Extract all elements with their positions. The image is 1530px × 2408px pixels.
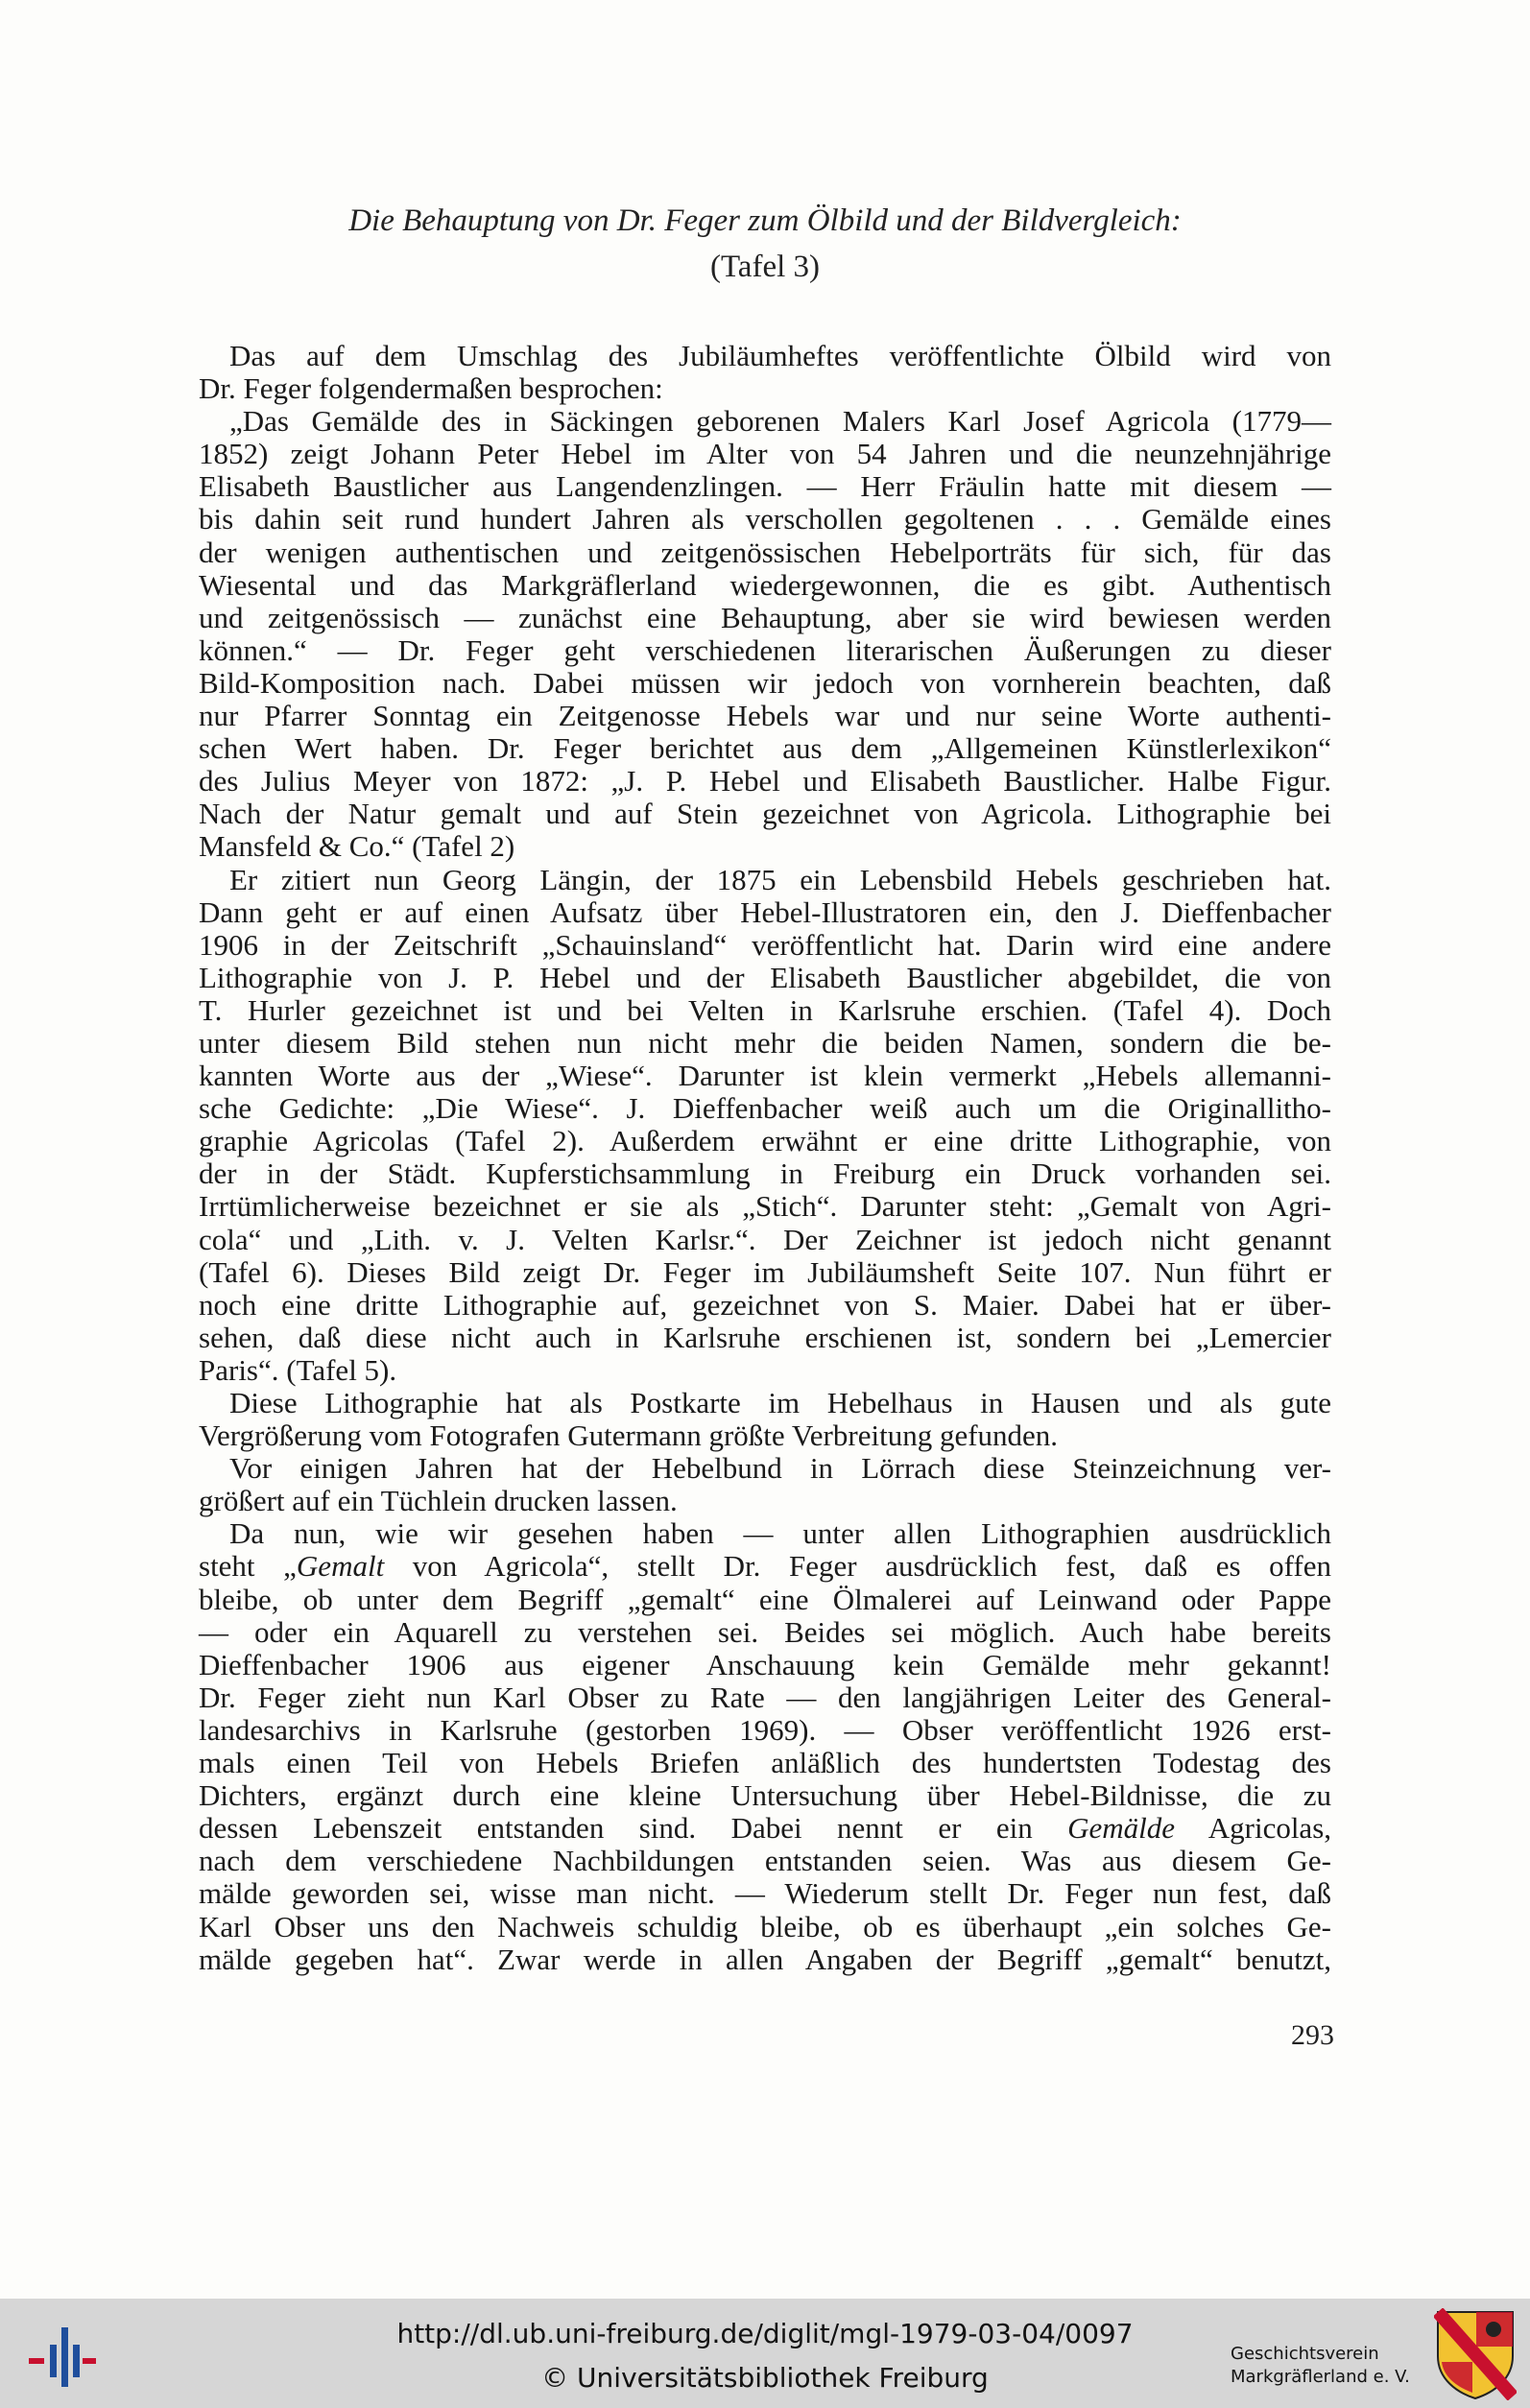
body-line: und zeitgenössisch — zunächst eine Behauptung, aber sie wird bewiesen werden [199, 600, 1331, 634]
body-line: Karl Obser uns den Nachweis schuldig bleibe, ob es überhaupt „ein solches Ge- [199, 1909, 1331, 1943]
body-line: kannten Worte aus der „Wiese“. Darunter ist klein vermerkt „Hebels allemanni- [199, 1059, 1331, 1093]
body-line: mals einen Teil von Hebels Briefen anläßlich des hundertsten Todestag des [199, 1746, 1331, 1780]
body-line: Nach der Natur gemalt und auf Stein gezeichnet von Agricola. Lithographie bei [199, 797, 1331, 831]
body-line: unter diesem Bild stehen nun nicht mehr die beiden Namen, sondern die be- [199, 1025, 1331, 1060]
body-line: mälde gegeben hat“. Zwar werde in allen Angaben der Begriff „gemalt“ benutzt, [199, 1942, 1331, 1976]
copyright-notice: © Universitätsbibliothek Freiburg [541, 2362, 989, 2394]
body-line: 1906 in der Zeitschrift „Schauinsland“ veröffentlicht hat. Darin wird eine andere [199, 927, 1331, 962]
body-line: „Das Gemälde des in Säckingen geborenen Malers Karl Josef Agricola (1779— [229, 404, 1331, 439]
body-line: Lithographie von J. P. Hebel und der Elisabeth Baustlicher abgebildet, die von [199, 960, 1331, 994]
body-line: mälde geworden sei, wisse man nicht. — Wiederum stellt Dr. Feger nun fest, daß [199, 1876, 1331, 1911]
body-line: Da nun, wie wir gesehen haben — unter allen Lithographien ausdrücklich [229, 1516, 1331, 1551]
body-line: Dr. Feger zieht nun Karl Obser zu Rate — den langjährigen Leiter des General- [199, 1680, 1331, 1714]
body-line: nur Pfarrer Sonntag ein Zeitgenosse Hebels war und nur seine Worte authenti- [199, 699, 1331, 733]
permalink-url[interactable]: http://dl.ub.uni-freiburg.de/diglit/mgl-1979-03-04/0097 [396, 2318, 1134, 2349]
body-line: Das auf dem Umschlag des Jubiläumheftes veröffentlichte Ölbild wird von [229, 339, 1331, 372]
body-line: Elisabeth Baustlicher aus Langendenzlingen. — Herr Fräulin hatte mit diesem — [199, 469, 1331, 504]
body-line: Dann geht er auf einen Aufsatz über Hebel-Illustratoren ein, den J. Dieffenbacher [199, 894, 1331, 929]
body-line: nach dem verschiedene Nachbildungen entstanden seien. Was aus diesem Ge- [199, 1844, 1331, 1878]
body-line: T. Hurler gezeichnet ist und bei Velten in Karlsruhe erschien. (Tafel 4). Doch [199, 992, 1331, 1027]
body-line: schen Wert haben. Dr. Feger berichtet aus dem „Allgemeinen Künstlerlexikon“ [199, 731, 1331, 766]
society-name-line: Geschichtsverein [1231, 2344, 1379, 2364]
body-line: Paris“. (Tafel 5). [199, 1352, 397, 1387]
body-line: Dr. Feger folgendermaßen besprochen: [199, 371, 663, 406]
body-line: Bild-Komposition nach. Dabei müssen wir jedoch von vornherein beachten, daß [199, 665, 1331, 700]
body-line: bleibe, ob unter dem Begriff „gemalt“ eine Ölmalerei auf Leinwand oder Pappe [199, 1582, 1331, 1616]
body-line: bis dahin seit rund hundert Jahren als verschollen gegoltenen . . . Gemälde eines [199, 502, 1331, 536]
body-line: sche Gedichte: „Die Wiese“. J. Dieffenbacher weiß auch um die Originallitho- [199, 1091, 1331, 1126]
body-line: — oder ein Aquarell zu verstehen sei. Beides sei möglich. Auch habe bereits [199, 1614, 1331, 1649]
body-line: Vor einigen Jahren hat der Hebelbund in Lörrach diese Steinzeichnung ver- [229, 1451, 1331, 1486]
body-line: des Julius Meyer von 1872: „J. P. Hebel und Elisabeth Baustlicher. Halbe Figur. [199, 764, 1331, 799]
body-line: steht „Gemalt von Agricola“, stellt Dr. Feger ausdrücklich fest, daß es offen [199, 1549, 1331, 1584]
body-line: Diese Lithographie hat als Postkarte im Hebelhaus in Hausen und als gute [229, 1386, 1331, 1419]
body-line: cola“ und „Lith. v. J. Velten Karlsr.“. Der Zeichner ist jedoch nicht genannt [199, 1222, 1331, 1256]
body-line: dessen Lebenszeit entstanden sind. Dabei nennt er ein Gemälde Agricolas, [199, 1811, 1332, 1846]
body-line: Dieffenbacher 1906 aus eigener Anschauung kein Gemälde mehr gekannt! [199, 1647, 1331, 1681]
society-crest-icon [1434, 2308, 1517, 2400]
body-line: der in der Städt. Kupferstichsammlung in Freiburg ein Druck vorhanden sei. [199, 1156, 1331, 1191]
body-line: Dichters, ergänzt durch eine kleine Untersuchung über Hebel-Bildnisse, die zu [199, 1778, 1331, 1813]
emphasis: Gemalt [296, 1549, 385, 1584]
body-line: können.“ — Dr. Feger geht verschiedenen literarischen Äußerungen zu dieser [199, 632, 1331, 667]
society-name-line: Markgräflerland e. V. [1231, 2367, 1410, 2387]
body-line: landesarchivs in Karlsruhe (gestorben 1969). — Obser veröffentlicht 1926 erst- [199, 1712, 1331, 1747]
page-number: 293 [1291, 2019, 1334, 2051]
emphasis: Gemälde [1067, 1811, 1176, 1846]
body-line: (Tafel 6). Dieses Bild zeigt Dr. Feger im Jubiläumsheft Seite 107. Nun führt er [199, 1254, 1331, 1289]
body-line: Irrtümlicherweise bezeichnet er sie als „Stich“. Darunter steht: „Gemalt von Agri- [199, 1189, 1331, 1224]
body-line: noch eine dritte Lithographie auf, gezeichnet von S. Maier. Dabei hat er über- [199, 1287, 1331, 1322]
body-line: Vergrößerung vom Fotografen Gutermann größte Verbreitung gefunden. [199, 1419, 1059, 1453]
body-line: der wenigen authentischen und zeitgenössischen Hebelporträts für sich, für das [199, 535, 1331, 569]
section-subheading: (Tafel 3) [709, 250, 821, 284]
body-line: Er zitiert nun Georg Längin, der 1875 ein Lebensbild Hebels geschrieben hat. [229, 862, 1331, 896]
body-line: graphie Agricolas (Tafel 2). Außerdem erwähnt er eine dritte Lithographie, von [199, 1124, 1331, 1158]
society-name [1231, 2343, 1422, 2389]
body-line: 1852) zeigt Johann Peter Hebel im Alter von 54 Jahren und die neunzehnjährige [199, 437, 1331, 471]
body-line: größert auf ein Tüchlein drucken lassen. [199, 1484, 678, 1518]
body-line: sehen, daß diese nicht auch in Karlsruhe erschienen ist, sondern bei „Lemercier [199, 1320, 1331, 1354]
section-heading: Die Behauptung von Dr. Feger zum Ölbild und der Bildvergleich: [348, 203, 1182, 238]
body-line: Mansfeld & Co.“ (Tafel 2) [199, 829, 515, 864]
body-text [199, 340, 1331, 1976]
body-line: Wiesental und das Markgräflerland wiedergewonnen, die es gibt. Authentisch [199, 567, 1331, 602]
viewer-footer [0, 2299, 1530, 2408]
